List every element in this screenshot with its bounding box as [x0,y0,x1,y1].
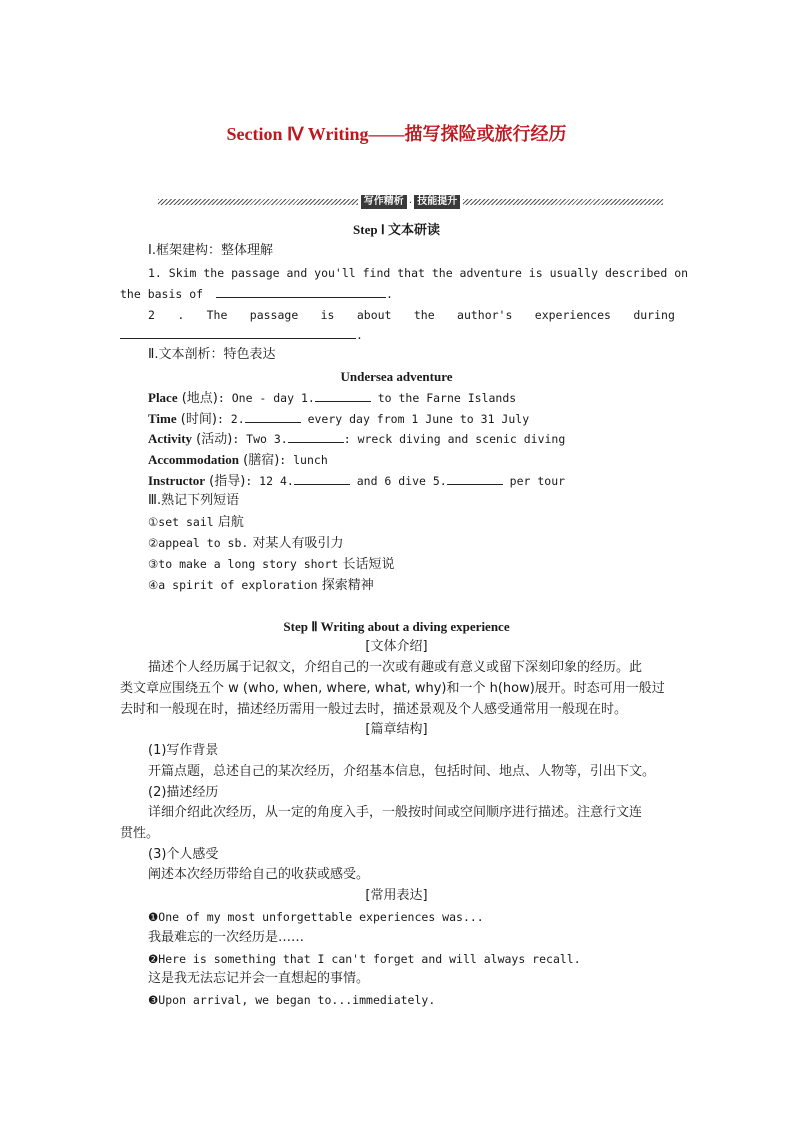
step1-heading-text: Step Ⅰ 文本研读 [353,222,440,237]
row-text: : wreck diving and scenic diving [343,432,566,446]
banner-separator: · [408,195,413,209]
structure-item-2-line1: 详细介绍此次经历，从一定的角度入手，一般按时间或空间顺序进行描述。注意行文连 [148,805,643,820]
q2-word: . [177,308,185,322]
row-text: : 12 4. [245,474,294,488]
expression-en: ❶One of my most unforgettable experiences was... [148,910,484,924]
phrase-en: ④a spirit of exploration [148,578,318,592]
structure-item-2-title: (2)描述经历 [148,785,219,800]
row-label: Instructor [148,473,206,488]
phrase-item [148,513,244,532]
row-label: Time [148,411,177,426]
phrase-en: ①set sail [148,515,214,529]
answer-blank-4[interactable] [294,472,350,485]
q2-word: is [320,308,335,322]
banner-badge [361,195,461,209]
part2-heading: Ⅱ.文本剖析：特色表达 [148,347,276,362]
structure-item-1-title: (1)写作背景 [148,743,219,758]
row-label: Activity [148,431,193,446]
q2-word: experiences [534,308,611,322]
structure-label: [篇章结构] [365,722,428,737]
row-label-cn: (地点) [177,391,218,406]
structure-item-2-line2: 贯性。 [120,826,160,841]
q2-word: during [633,308,675,322]
phrase-cn: 启航 [213,515,244,530]
question-2-line1 [148,306,675,324]
intro-line-2: 类文章应围绕五个 w (who, when, where, what, why)和一个 h(how)展开。时态可用一般过 [120,681,665,696]
question-1-line1: 1. Skim the passage and you'll find that the adventure is usually described on [148,266,689,280]
banner-hatch-right [463,199,663,205]
structure-item-3-title: (3)个人感受 [148,847,219,862]
banner-hatch-left [158,199,358,205]
row-text: : 2. [216,412,245,426]
row-text: : Two 3. [232,432,288,446]
section-banner [158,194,663,210]
banner-label-left: 写作精析 [361,195,407,209]
q2-word: The [206,308,228,322]
row-label-cn: (时间) [176,412,217,427]
answer-blank-1[interactable] [315,389,371,402]
structure-item-1-text: 开篇点题，总述自己的某次经历，介绍基本信息，包括时间、地点、人物等，引出下文。 [148,764,656,779]
answer-blank-5[interactable] [447,472,503,485]
phrase-cn: 对某人有吸引力 [248,536,344,551]
row-text: and 6 dive 5. [349,474,447,488]
q2-word: about [356,308,392,322]
part3-heading: Ⅲ.熟记下列短语 [148,493,240,508]
banner-label-right: 技能提升 [414,195,460,209]
intro-line-3: 去时和一般现在时，描述经历需用一般过去时，描述景观及个人感受通常用一般现在时。 [120,702,628,717]
part1-heading: Ⅰ.框架建构：整体理解 [148,243,273,258]
info-row-activity [148,430,565,449]
intro-label: [文体介绍] [365,639,428,654]
answer-blank-q1[interactable] [216,285,386,298]
step1-heading [0,221,793,240]
expressions-label: [常用表达] [365,888,428,903]
q2-word: the [413,308,435,322]
expression-cn: 我最难忘的一次经历是…… [148,930,305,945]
info-row-instructor [148,472,565,491]
row-text: : One - day 1. [217,391,315,405]
row-label: Accommodation [148,452,239,467]
question-1-line2: the basis of . [120,287,393,301]
answer-blank-3[interactable] [288,430,344,443]
row-text: every day from 1 June to 31 July [300,412,530,426]
row-text: : lunch [279,453,328,467]
q2-word: 2 [148,308,155,322]
info-row-place [148,389,516,408]
row-text: to the Farne Islands [370,391,517,405]
expression-en: ❸Upon arrival, we began to...immediately. [148,993,436,1007]
row-label-cn: (活动) [192,432,233,447]
q2-word: passage [249,308,299,322]
row-label-cn: (膳宿) [239,453,280,468]
info-row-accommodation [148,451,328,470]
row-label: Place [148,390,178,405]
row-text: per tour [502,474,566,488]
info-row-time [148,410,529,429]
row-label-cn: (指导) [205,474,246,489]
phrase-en: ③to make a long story short [148,557,339,571]
answer-blank-q2[interactable] [120,326,356,339]
phrase-cn: 长话短说 [338,557,395,572]
phrase-en: ②appeal to sb. [148,536,249,550]
question-2-line2: . [120,326,363,344]
box-title [0,368,793,387]
expression-en: ❷Here is something that I can't forget and will always recall. [148,952,581,966]
step2-heading [0,618,793,637]
structure-item-3-text: 阐述本次经历带给自己的收获或感受。 [148,867,370,882]
intro-line-1: 描述个人经历属于记叙文，介绍自己的一次或有趣或有意义或留下深刻印象的经历。此 [148,660,643,675]
page-title: Section Ⅳ Writing——描写探险或旅行经历 [226,124,567,144]
box-title-text: Undersea adventure [340,369,453,384]
answer-blank-2[interactable] [245,410,301,423]
expression-cn: 这是我无法忘记并会一直想起的事情。 [148,971,370,986]
phrase-cn: 探索精神 [317,578,374,593]
phrase-item [148,576,374,595]
q2-word: author's [457,308,513,322]
phrase-item [148,555,394,574]
step2-heading-text: Step Ⅱ Writing about a diving experience [283,619,510,634]
question-1-text: the basis of [120,287,204,301]
phrase-item [148,534,343,553]
